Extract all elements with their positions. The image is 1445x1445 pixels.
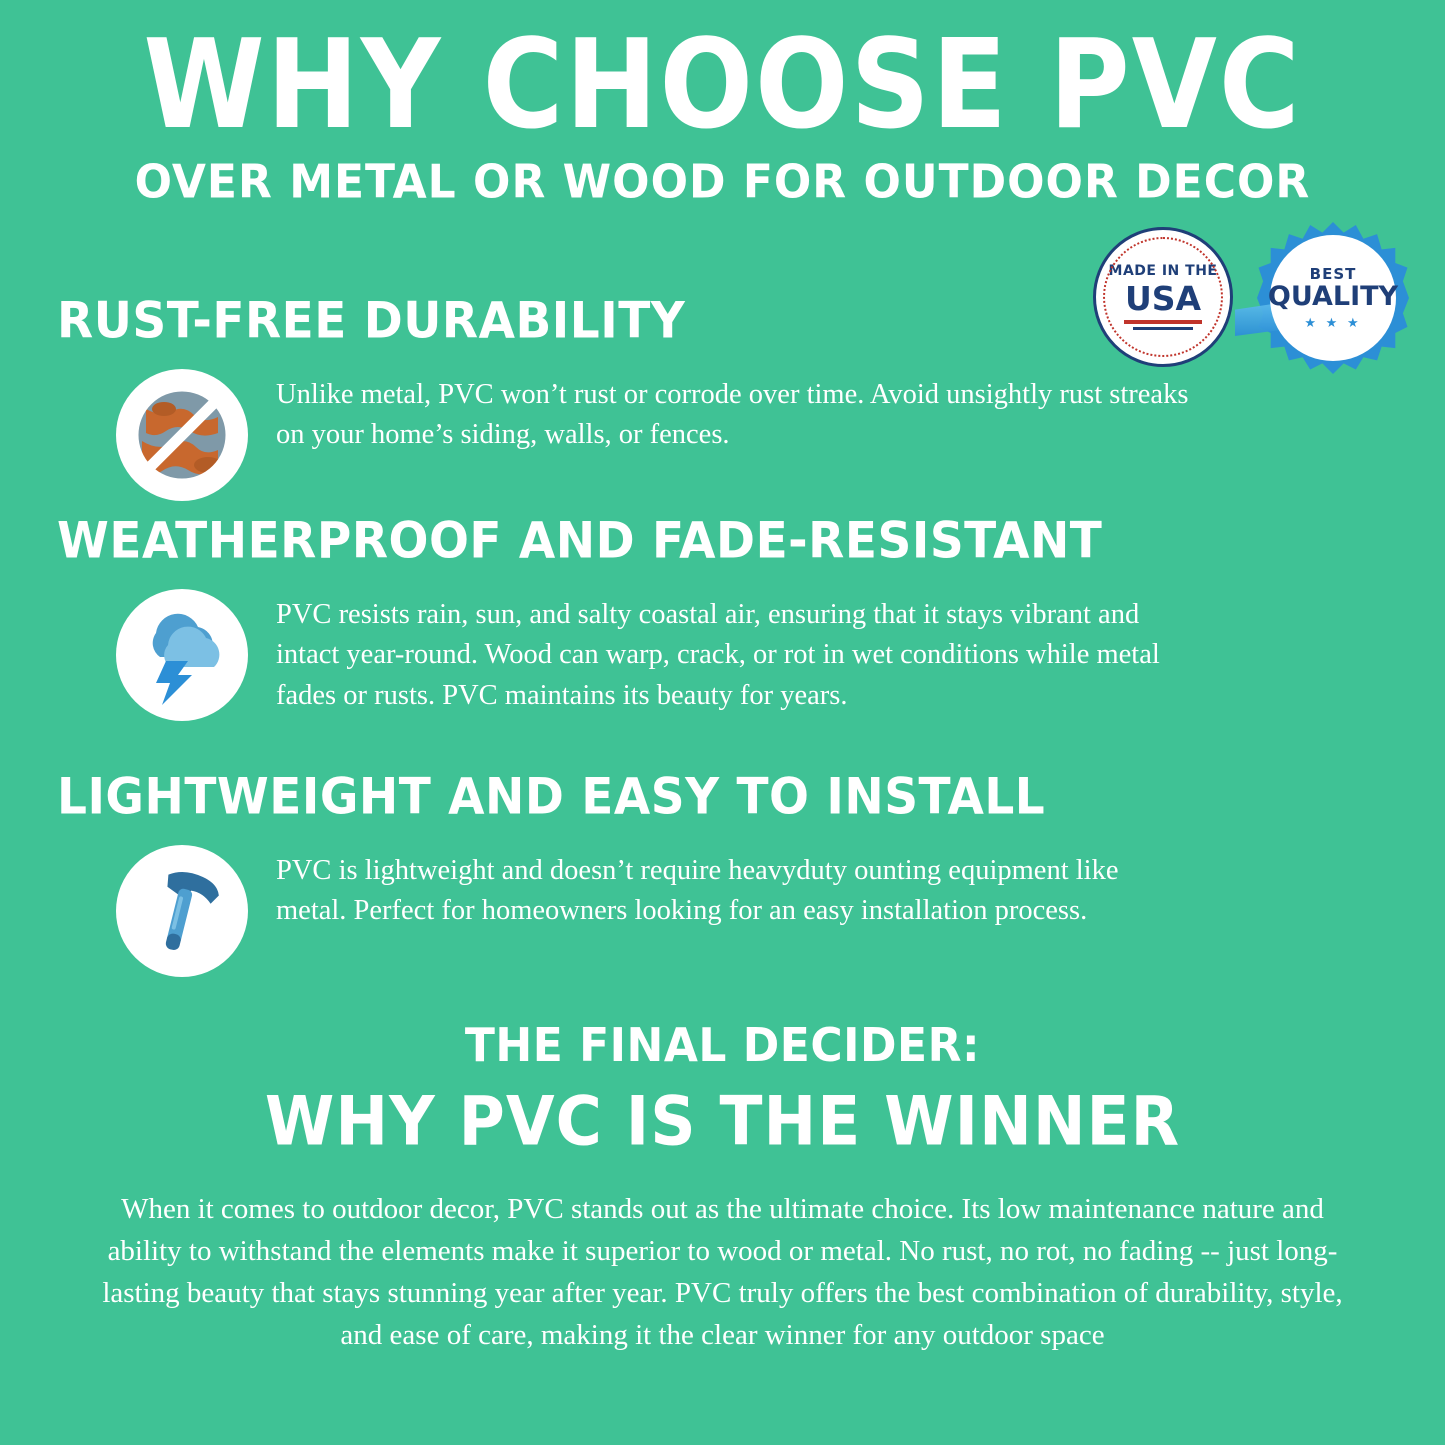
- stars-icon: ★ ★ ★: [1304, 314, 1362, 330]
- section-weatherproof-fade-resistant: [0, 512, 1445, 721]
- best-label: BEST: [1309, 265, 1357, 284]
- section-heading: LIGHTWEIGHT AND EASY TO INSTALL: [57, 768, 1046, 827]
- section-text: PVC resists rain, sun, and salty coastal air, ensuring that it stays vibrant and intact year-round. Wood can warp, crack, or rot in wet conditions while metal fades or rusts. PVC maintains its beauty for years.: [276, 599, 1160, 711]
- final-kicker: THE FINAL DECIDER:: [464, 1018, 981, 1073]
- storm-cloud-icon: [116, 589, 248, 721]
- section-heading: WEATHERPROOF AND FADE-RESISTANT: [57, 512, 1103, 571]
- section-lightweight-easy-install: [0, 768, 1445, 977]
- no-rust-icon: [116, 369, 248, 501]
- page-title: WHY CHOOSE PVC: [143, 12, 1302, 156]
- final-decider-block: [0, 1020, 1445, 1356]
- made-in-usa-label: MADE IN THE: [1108, 263, 1218, 280]
- section-rust-free-durability: [0, 292, 1445, 501]
- usa-label: USA: [1124, 278, 1202, 318]
- section-body: [0, 369, 1445, 501]
- final-paragraph: When it comes to outdoor decor, PVC stands out as the ultimate choice. Its low maintenance nature and ability to withstand the elements make it superior to wood or metal. No rust, no rot, no fading -- just long-lasting beauty that stays stunning year after year. PVC truly offers the best combination of durability, style, and ease of care, making it the clear winner for any outdoor space: [102, 1193, 1343, 1352]
- hammer-icon: [116, 845, 248, 977]
- poster-header: [0, 0, 1445, 208]
- quality-label: QUALITY: [1267, 281, 1399, 313]
- page-subtitle: OVER METAL OR WOOD FOR OUTDOOR DECOR: [134, 155, 1311, 209]
- section-text: Unlike metal, PVC won’t rust or corrode over time. Avoid unsightly rust streaks on your home’s siding, walls, or fences.: [276, 379, 1189, 451]
- final-title: WHY PVC IS THE WINNER: [264, 1082, 1181, 1161]
- section-heading: RUST-FREE DURABILITY: [57, 292, 686, 351]
- section-body: [0, 589, 1445, 721]
- section-text: PVC is lightweight and doesn’t require heavyduty ounting equipment like metal. Perfect for homeowners looking for an easy installation process.: [276, 855, 1119, 927]
- section-body: [0, 845, 1445, 977]
